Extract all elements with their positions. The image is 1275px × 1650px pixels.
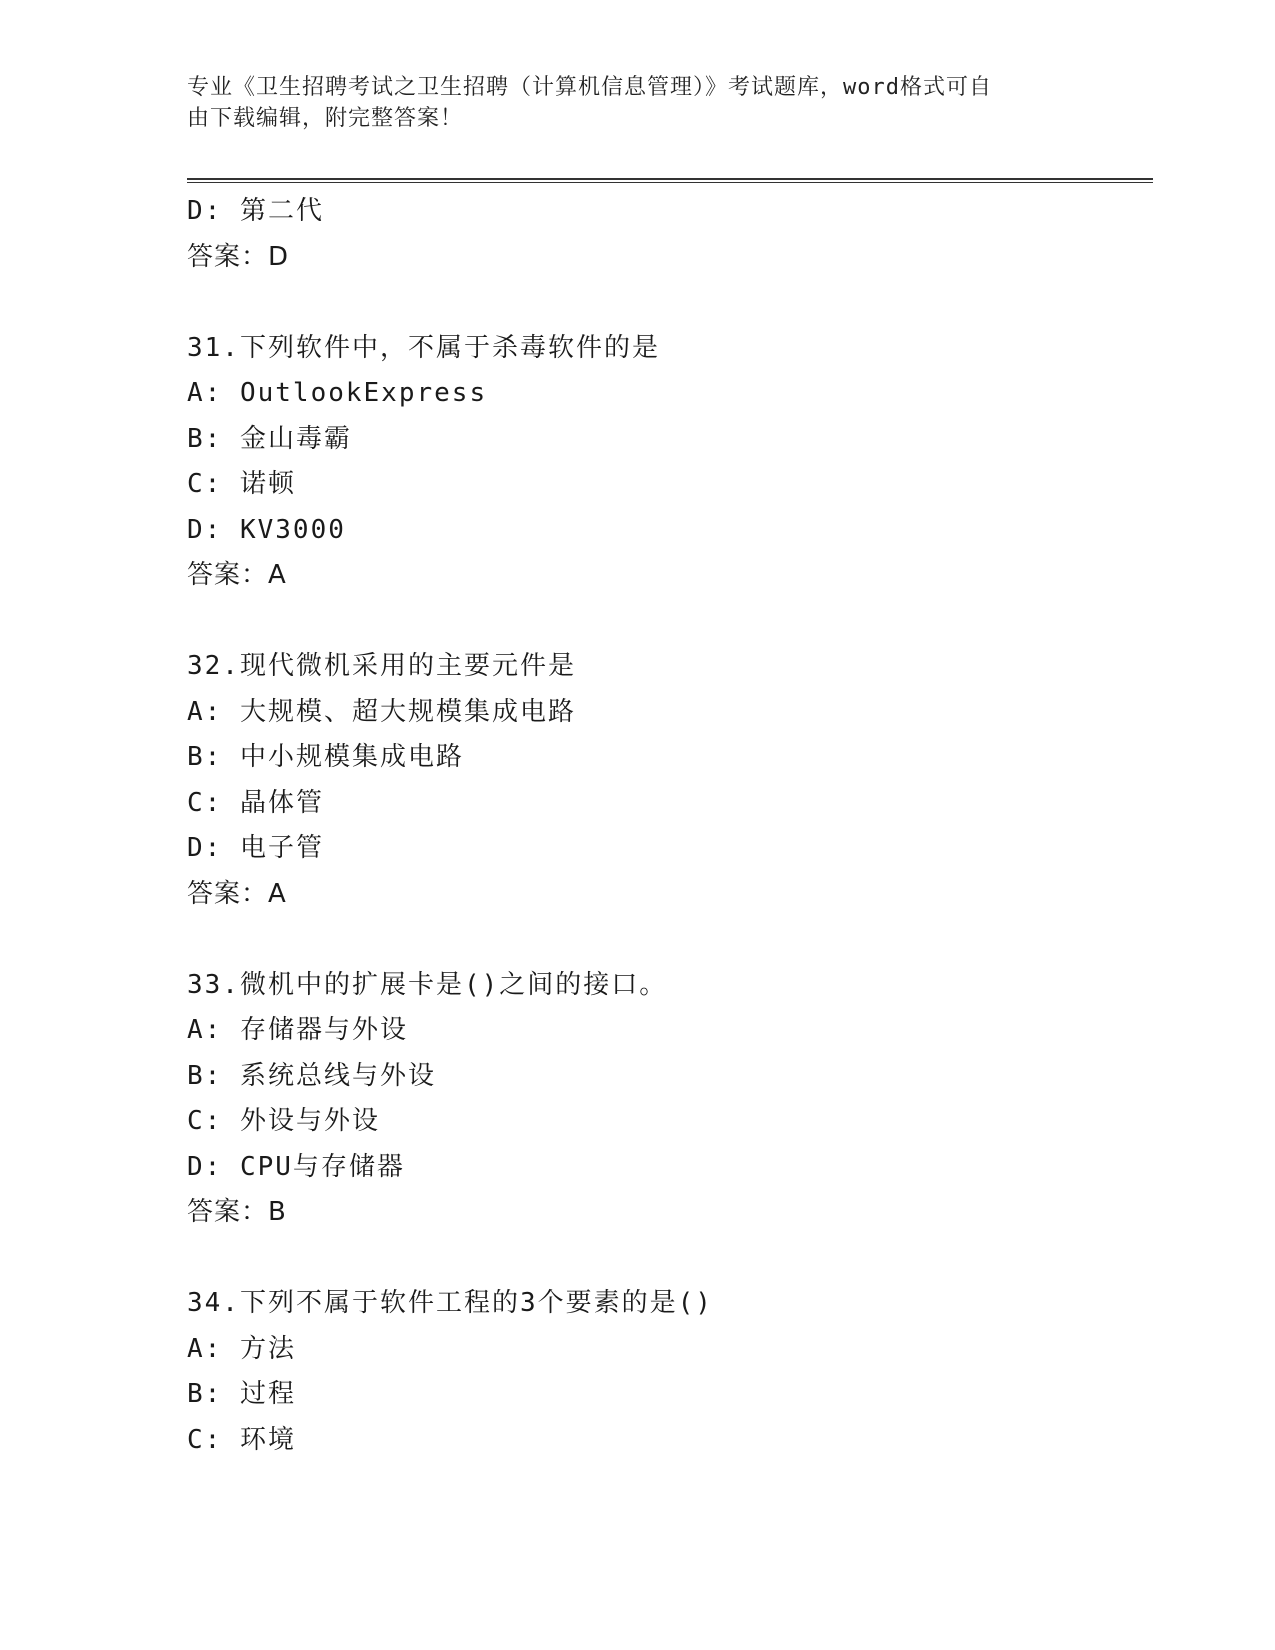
question-33-option-a: A: 存储器与外设	[187, 1015, 408, 1045]
prev-question-answer: 答案：D	[187, 241, 290, 272]
question-33-stem: 33.微机中的扩展卡是()之间的接口。	[187, 969, 668, 1000]
spacer	[187, 280, 1147, 326]
spacer	[187, 1236, 1147, 1282]
question-32-option-b: B: 中小规模集成电路	[187, 742, 464, 772]
spacer	[187, 599, 1147, 645]
header-divider	[187, 178, 1153, 183]
question-34-option-c: C: 环境	[187, 1424, 296, 1455]
question-31-stem: 31.下列软件中，不属于杀毒软件的是	[187, 332, 660, 363]
question-33-option-c: C: 外设与外设	[187, 1106, 380, 1136]
question-34-option-b: B: 过程	[187, 1379, 296, 1409]
question-32-stem: 32.现代微机采用的主要元件是	[187, 651, 576, 681]
question-31-option-d: D: KV3000	[187, 514, 346, 545]
question-31-option-b: B: 金山毒霸	[187, 423, 352, 454]
question-32-option-c: C: 晶体管	[187, 787, 324, 818]
question-34-option-a: A: 方法	[187, 1333, 296, 1364]
question-31-option-a: A: OutlookExpress	[187, 378, 488, 408]
question-32-answer: 答案：A	[187, 878, 287, 909]
prev-question-option-d: D: 第二代	[187, 196, 324, 226]
question-33-option-b: B: 系统总线与外设	[187, 1060, 436, 1091]
question-31-answer: 答案：A	[187, 560, 287, 590]
question-34-stem: 34.下列不属于软件工程的3个要素的是()	[187, 1288, 713, 1318]
header-line-1: 专业《卫生招聘考试之卫生招聘（计算机信息管理）》考试题库，word格式可自	[187, 75, 992, 100]
question-33-answer: 答案：B	[187, 1197, 287, 1227]
header-line-2: 由下载编辑，附完整答案！	[187, 106, 464, 131]
question-32-option-a: A: 大规模、超大规模集成电路	[187, 696, 576, 727]
question-31-option-c: C: 诺顿	[187, 469, 296, 499]
spacer	[187, 917, 1147, 963]
question-33-option-d: D: CPU与存储器	[187, 1151, 405, 1182]
question-list	[187, 189, 1147, 1463]
question-32-option-d: D: 电子管	[187, 833, 324, 863]
page-header	[187, 72, 1087, 134]
